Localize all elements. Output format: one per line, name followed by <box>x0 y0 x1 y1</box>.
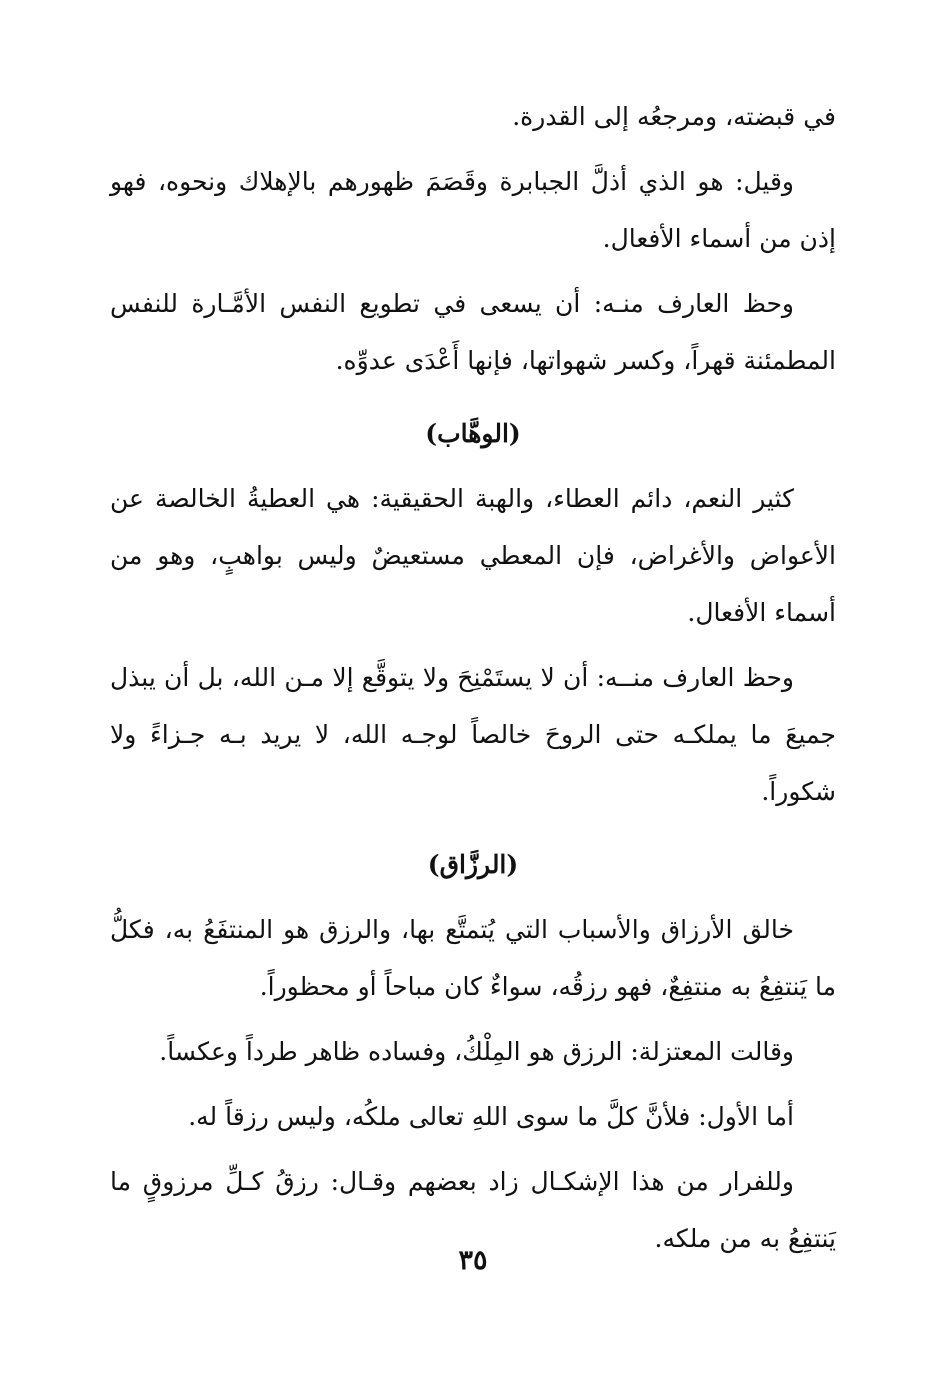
paragraph: وقالت المعتزلة: الرزق هو المِلْكُ، وفساده ظاهر طرداً وعكساً. <box>159 1037 794 1066</box>
paragraph: كثير النعم، دائم العطاء، والهبة الحقيقية: هي العطيةُ الخالصة عن الأعواض والأغراض، فإن المعطي مستعيضٌ وليس بواهبٍ، وهو من أسماء الأفعال. <box>110 484 836 627</box>
section-heading-wahhab: (الوهَّاب) <box>425 419 521 448</box>
paragraph: وللفرار من هذا الإشكـال زاد بعضهم وقـال: رزقُ كـلِّ مرزوقٍ ما يَنتفِعُ به من ملكه. <box>110 1167 836 1253</box>
page-number: ٣٥ <box>458 1245 488 1276</box>
paragraph: وحظ العارف منـه: أن يسعى في تطويع النفس الأمَّـارة للنفس المطمئنة قهراً، وكسر شهواتها، فإنها أَعْدَى عدوِّه. <box>110 289 836 375</box>
section-heading-razzaq: (الرزَّاق) <box>427 850 519 879</box>
paragraph: في قبضته، ومرجعُه إلى القدرة. <box>512 102 836 131</box>
paragraph: أما الأول: فلأنَّ كلَّ ما سوى اللهِ تعالى ملكُه، وليس رزقاً له. <box>188 1102 794 1131</box>
paragraph: خالق الأرزاق والأسباب التي يُتمتَّع بها، والرزق هو المنتفَعُ به، فكلُّ ما يَنتفِعُ به منتفِعٌ، فهو رزقُه، سواءٌ كان مباحاً أو محظوراً. <box>110 915 836 1001</box>
paragraph: وقيل: هو الذي أذلَّ الجبابرة وقَصَمَ ظهورهم بالإهلاك ونحوه، فهو إذن من أسماء الأفعال. <box>110 167 836 253</box>
paragraph: وحظ العارف منــه: أن لا يستَمْنِحَ ولا يتوقَّع إلا مـن الله، بل أن يبذل جميعَ ما يملكـه حتى الروحَ خالصاً لوجـه الله، لا يريد بـه جـزاءً ولا شكوراً. <box>110 663 836 806</box>
